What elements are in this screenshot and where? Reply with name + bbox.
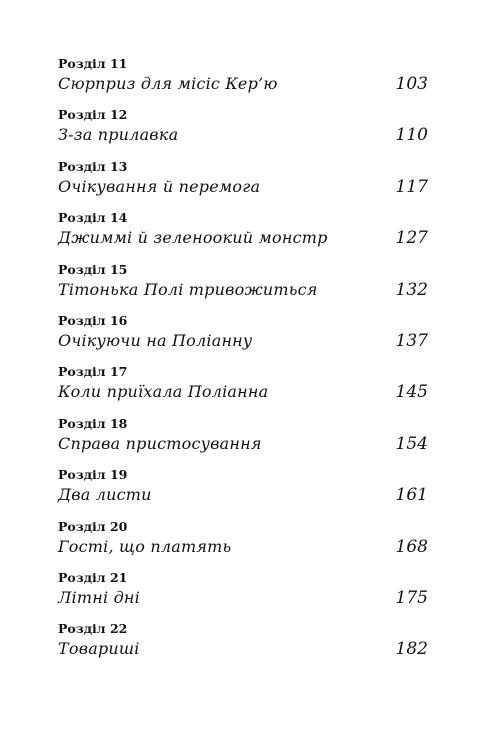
chapter-row: [58, 380, 428, 404]
chapter-title: Джиммі й зеленоокий монстр: [58, 228, 328, 248]
chapter-label: Розділ 21: [58, 569, 128, 585]
toc-entry-19[interactable]: [58, 467, 428, 518]
chapter-title: Гості, що платять: [58, 536, 232, 556]
chapter-title: З-за прилавка: [58, 125, 179, 145]
chapter-row: [58, 483, 428, 507]
chapter-title: Товариші: [58, 639, 140, 659]
chapter-label: Розділ 22: [58, 621, 128, 637]
chapter-label: Розділ 17: [58, 364, 128, 380]
chapter-page-number: 175: [395, 587, 428, 608]
toc-entry-16[interactable]: [58, 313, 428, 364]
chapter-row: [58, 123, 428, 147]
chapter-label: Розділ 13: [58, 158, 128, 174]
chapter-row: [58, 278, 428, 302]
chapter-label: Розділ 15: [58, 261, 128, 277]
chapter-title: Два листи: [58, 485, 152, 505]
toc-entry-22[interactable]: [58, 621, 428, 672]
chapter-title: Літні дні: [58, 587, 140, 607]
chapter-label: Розділ 18: [58, 415, 128, 431]
chapter-page-number: 137: [395, 330, 428, 351]
toc-entry-20[interactable]: [58, 519, 428, 570]
toc-entry-12[interactable]: [58, 107, 428, 158]
chapter-title: Сюрприз для місіс Кер’ю: [58, 74, 278, 93]
chapter-row: [58, 586, 428, 610]
chapter-page-number: 117: [395, 176, 428, 197]
toc-entry-21[interactable]: [58, 570, 428, 621]
chapter-label: Розділ 20: [58, 518, 128, 534]
chapter-page-number: 132: [395, 279, 428, 300]
toc-entry-15[interactable]: [58, 262, 428, 313]
chapter-title: Справа пристосування: [58, 433, 262, 453]
chapter-page-number: 110: [395, 125, 428, 146]
toc-entry-11[interactable]: [58, 56, 428, 107]
chapter-page-number: 182: [395, 639, 428, 660]
chapter-row: [58, 535, 428, 559]
chapter-page-number: 154: [395, 433, 428, 454]
chapter-row: [58, 329, 428, 353]
chapter-label: Розділ 16: [58, 312, 128, 328]
chapter-label: Розділ 14: [58, 210, 128, 226]
toc-entry-18[interactable]: [58, 416, 428, 467]
chapter-label: Розділ 12: [58, 107, 128, 123]
toc-entry-14[interactable]: [58, 210, 428, 261]
chapter-row: [58, 637, 428, 661]
chapter-page-number: 161: [395, 485, 428, 506]
chapter-page-number: 103: [395, 74, 428, 94]
chapter-row: [58, 226, 428, 250]
chapter-label: Розділ 19: [58, 467, 128, 483]
chapter-page-number: 127: [395, 228, 428, 249]
chapter-label: Розділ 11: [58, 56, 128, 71]
chapter-title: Коли приїхала Поліанна: [58, 382, 269, 402]
chapter-row: [58, 432, 428, 456]
chapter-title: Очікуючи на Поліанну: [58, 330, 253, 350]
toc-entry-17[interactable]: [58, 364, 428, 415]
chapter-row: [58, 175, 428, 199]
toc-entry-13[interactable]: [58, 159, 428, 210]
chapter-row: [58, 72, 428, 96]
table-of-contents: [58, 56, 428, 673]
chapter-title: Очікування й перемога: [58, 176, 261, 196]
chapter-title: Тітонька Полі тривожиться: [58, 279, 318, 299]
chapter-page-number: 168: [395, 536, 428, 557]
chapter-page-number: 145: [395, 382, 428, 403]
